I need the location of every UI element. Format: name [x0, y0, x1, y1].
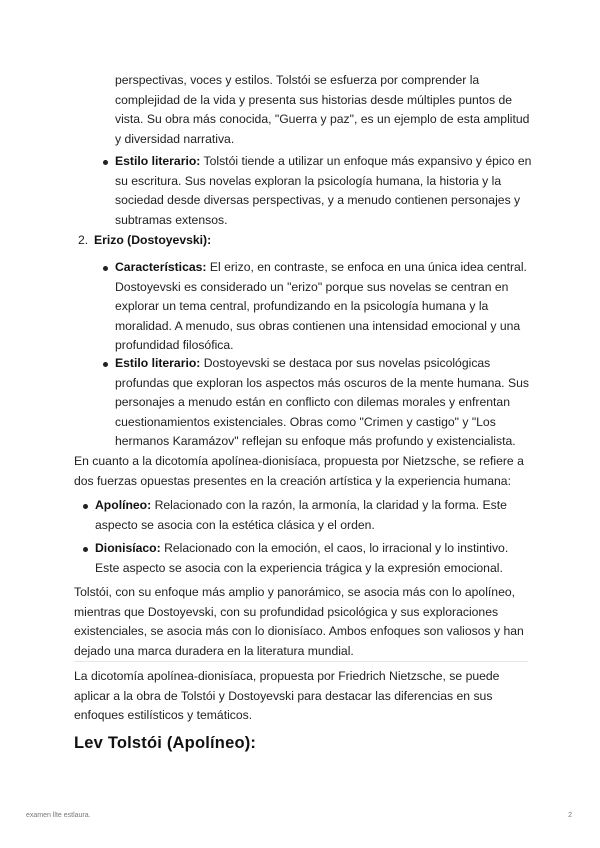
dionisiaco-text: Relacionado con la emoción, el caos, lo irracional y lo instintivo. Este aspecto se asocia con la experiencia trágica y la expresión emocional. — [95, 541, 509, 575]
footer-text: examen llte estlaura. — [26, 812, 91, 819]
continued-paragraph — [115, 71, 535, 149]
section-divider — [74, 661, 528, 662]
numbered-item-2 — [78, 231, 524, 251]
dostoyevski-style-label: Estilo literario: — [115, 356, 201, 370]
bullet-icon — [83, 547, 88, 552]
apolineo-text: Relacionado con la razón, la armonía, la claridad y la forma. Este aspecto se asocia con la estética clásica y el orden. — [95, 498, 507, 532]
dostoyevski-style-item — [115, 354, 535, 452]
tolstoi-style-label: Estilo literario: — [115, 154, 201, 168]
bullet-icon — [83, 504, 88, 509]
apolineo-item — [95, 496, 525, 535]
second-section-intro-text: La dicotomía apolínea-dionisíaca, propuesta por Friedrich Nietzsche, se puede aplicar a la obra de Tolstói y Dostoyevski para destacar las diferencias en sus enfoques estilísticos y temáticos. — [74, 669, 500, 722]
page-number: 2 — [568, 812, 572, 819]
dionisiaco-item — [95, 539, 525, 578]
dostoyevski-characteristics-label: Características: — [115, 260, 207, 274]
section-heading: Lev Tolstói (Apolíneo): — [74, 734, 257, 752]
dostoyevski-characteristics-text: El erizo, en contraste, se enfoca en una única idea central. Dostoyevski es considerado un "erizo" porque sus novelas se centran en explorar un tema central, profundizando en la psicología humana y la moralidad. A menudo, sus obras contienen una intensidad emocional y una profundidad filosófica. — [115, 260, 527, 352]
continued-paragraph-text: perspectivas, voces y estilos. Tolstói se esfuerza por comprender la complejidad de la vida y presenta sus historias desde múltiples puntos de vista. Su obra más conocida, "Guerra y paz", es un ejemplo de esta amplitud y diversidad narrativa. — [115, 73, 530, 146]
bullet-icon — [103, 266, 108, 271]
tolstoi-style-text: Tolstói tiende a utilizar un enfoque más expansivo y épico en su escritura. Sus novelas exploran la psicología humana, la historia y la sociedad desde diversas perspectivas, y a menudo contienen personajes y subtramas extensos. — [115, 154, 532, 227]
bullet-icon — [103, 160, 108, 165]
conclusion-text: Tolstói, con su enfoque más amplio y panorámico, se asocia más con lo apolíneo, mientras que Dostoyevski, con su profundidad psicológica y sus exploraciones existenciales, se asocia más con lo dionisíaco. Ambos enfoques son valiosos y han dejado una marca duradera en la literatura mundial. — [74, 585, 524, 658]
dichotomy-intro — [74, 452, 534, 491]
dostoyevski-style-text: Dostoyevski se destaca por sus novelas psicológicas profundas que exploran los aspectos más oscuros de la mente humana. Sus personajes a menudo están en conflicto con dilemas morales y enfrentan cuestionamientos existenciales. Obras como "Crimen y castigo" y "Los hermanos Karamázov" reflejan su enfoque más profundo y existencialista. — [115, 356, 529, 448]
apolineo-label: Apolíneo: — [95, 498, 152, 512]
dichotomy-intro-text: En cuanto a la dicotomía apolínea-dionisíaca, propuesta por Nietzsche, se refiere a dos fuerzas opuestas presentes en la creación artística y la experiencia humana: — [74, 454, 524, 488]
item2-title: Erizo (Dostoyevski): — [94, 233, 212, 247]
dostoyevski-characteristics-item — [115, 258, 535, 356]
bullet-icon — [103, 362, 108, 367]
item-number: 2. — [78, 233, 89, 247]
conclusion-paragraph — [74, 583, 534, 661]
dionisiaco-label: Dionisíaco: — [95, 541, 161, 555]
tolstoi-style-item — [115, 152, 535, 230]
second-section-intro — [74, 667, 534, 726]
